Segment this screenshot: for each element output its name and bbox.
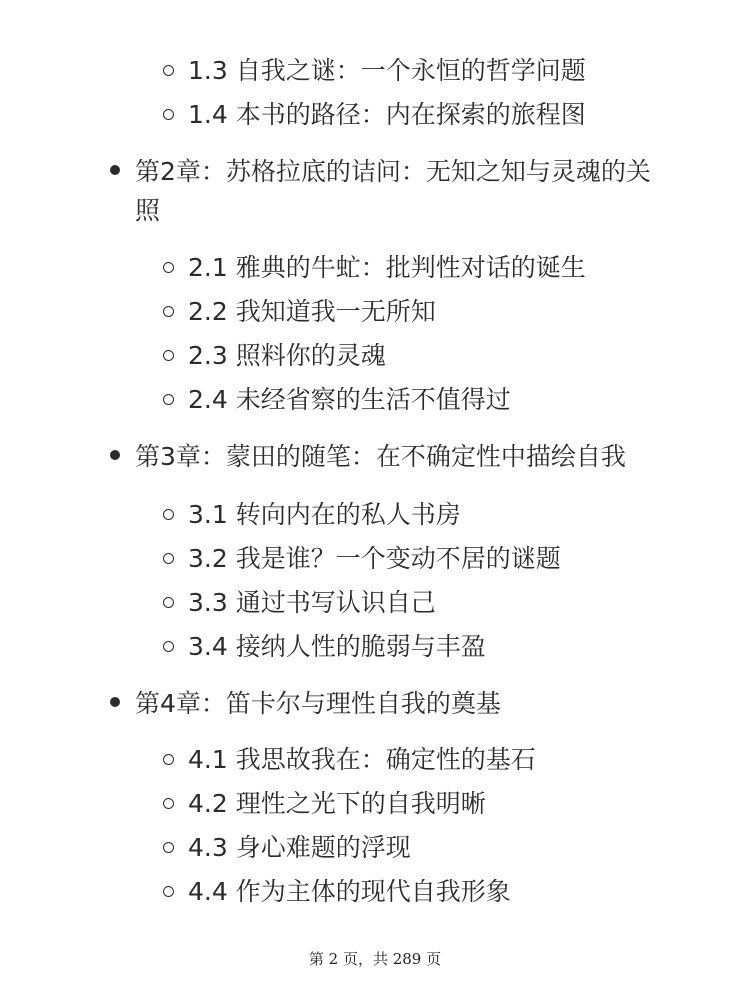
filled-bullet-icon <box>110 450 120 460</box>
hollow-bullet-icon <box>163 842 174 853</box>
page-number-footer: 第 2 页，共 289 页 <box>308 950 442 968</box>
filled-bullet-icon <box>110 165 120 175</box>
toc-subsection-label: 4.2 理性之光下的自我明晰 <box>188 789 486 818</box>
toc-subsection-label: 4.1 我思故我在：确定性的基石 <box>188 745 536 774</box>
toc-subsection-label: 3.2 我是谁？一个变动不居的谜题 <box>188 544 561 573</box>
hollow-bullet-icon <box>163 394 174 405</box>
hollow-bullet-icon <box>163 65 174 76</box>
toc-subsection-label: 3.4 接纳人性的脆弱与丰盈 <box>188 632 486 661</box>
hollow-bullet-icon <box>163 509 174 520</box>
toc-subsection-label: 3.3 通过书写认识自己 <box>188 588 436 617</box>
hollow-bullet-icon <box>163 798 174 809</box>
hollow-bullet-icon <box>163 553 174 564</box>
toc-subsection-label: 2.3 照料你的灵魂 <box>188 341 386 370</box>
toc-subsection-label: 4.4 作为主体的现代自我形象 <box>188 877 511 906</box>
toc-subsection-label: 2.1 雅典的牛虻：批判性对话的诞生 <box>188 253 586 282</box>
hollow-bullet-icon <box>163 641 174 652</box>
toc-chapter-label: 第3章：蒙田的随笔：在不确定性中描绘自我 <box>135 442 626 471</box>
toc-subsection-label: 1.4 本书的路径：内在探索的旅程图 <box>188 100 586 129</box>
hollow-bullet-icon <box>163 350 174 361</box>
hollow-bullet-icon <box>163 306 174 317</box>
toc-subsection-label: 3.1 转向内在的私人书房 <box>188 500 461 529</box>
hollow-bullet-icon <box>163 886 174 897</box>
hollow-bullet-icon <box>163 597 174 608</box>
toc-chapter-label: 第2章：苏格拉底的诘问：无知之知与灵魂的关照 <box>135 157 651 225</box>
hollow-bullet-icon <box>163 262 174 273</box>
toc-chapter-label: 第4章：笛卡尔与理性自我的奠基 <box>135 689 501 718</box>
hollow-bullet-icon <box>163 754 174 765</box>
hollow-bullet-icon <box>163 109 174 120</box>
toc-subsection-label: 2.2 我知道我一无所知 <box>188 297 436 326</box>
toc-subsection-label: 4.3 身心难题的浮现 <box>188 833 411 862</box>
toc-subsection-label: 2.4 未经省察的生活不值得过 <box>188 385 511 414</box>
filled-bullet-icon <box>110 697 120 707</box>
toc-subsection-label: 1.3 自我之谜：一个永恒的哲学问题 <box>188 56 586 85</box>
